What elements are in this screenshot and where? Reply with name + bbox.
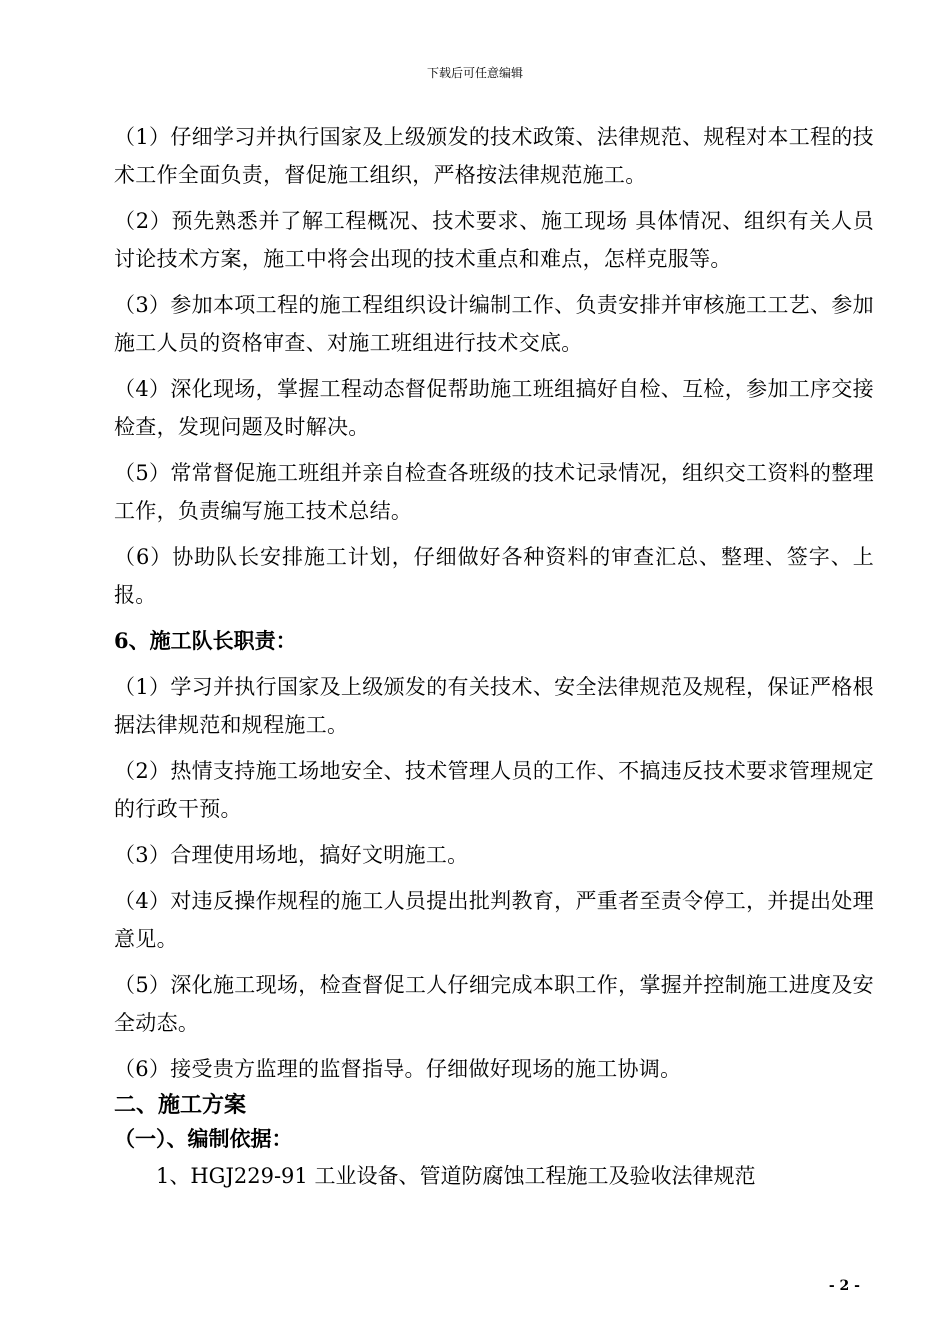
- page-number: - 2 -: [828, 1278, 860, 1294]
- paragraph-6-6: （6）接受贵方监理的监督指导。仔细做好现场的施工协调。: [114, 1057, 682, 1081]
- basis-item-1: 1、HGJ229-91 工业设备、管道防腐蚀工程施工及验收法律规范: [156, 1164, 756, 1188]
- paragraph-6-4: （4）对违反操作规程的施工人员提出批判教育，严重者至责令停工，并提出处理意见。: [114, 889, 874, 951]
- paragraph-6-3: （3）合理使用场地，搞好文明施工。: [114, 843, 469, 867]
- paragraph-5-6: （6）协助队长安排施工计划，仔细做好各种资料的审查汇总、整理、签字、上报。: [114, 545, 874, 607]
- paragraph-5-2: （2）预先熟悉并了解工程概况、技术要求、施工现场 具体情况、组织有关人员讨论技术方案，施工中将会出现的技术重点和难点，怎样克服等。: [114, 209, 874, 271]
- paragraph-5-1: （1）仔细学习并执行国家及上级颁发的技术政策、法律规范、规程对本工程的技术工作全面负责，督促施工组织，严格按法律规范施工。: [114, 125, 874, 187]
- paragraph-6-5: （5）深化施工现场，检查督促工人仔细完成本职工作，掌握并控制施工进度及安全动态。: [114, 973, 874, 1035]
- paragraph-5-4: （4）深化现场，掌握工程动态督促帮助施工班组搞好自检、互检，参加工序交接检查，发现问题及时解决。: [114, 377, 874, 439]
- part-2-title: 二、施工方案: [114, 1092, 247, 1118]
- paragraph-6-2: （2）热情支持施工场地安全、技术管理人员的工作、不搞违反技术要求管理规定的行政干预。: [114, 759, 874, 821]
- paragraph-5-3: （3）参加本项工程的施工程组织设计编制工作、负责安排并审核施工工艺、参加施工人员的资格审查、对施工班组进行技术交底。: [114, 293, 874, 355]
- paragraph-6-1: （1）学习并执行国家及上级颁发的有关技术、安全法律规范及规程，保证严格根据法律规范和规程施工。: [114, 675, 874, 737]
- subsection-1-title: （一）、编制依据：: [114, 1126, 293, 1151]
- page-header: 下载后可任意编辑: [426, 66, 523, 80]
- document-body: [114, 118, 874, 1194]
- paragraph-5-5: （5）常常督促施工班组并亲自检查各班级的技术记录情况，组织交工资料的整理工作，负责编写施工技术总结。: [114, 461, 874, 523]
- section-6-title: 6、施工队长职责：: [114, 628, 297, 653]
